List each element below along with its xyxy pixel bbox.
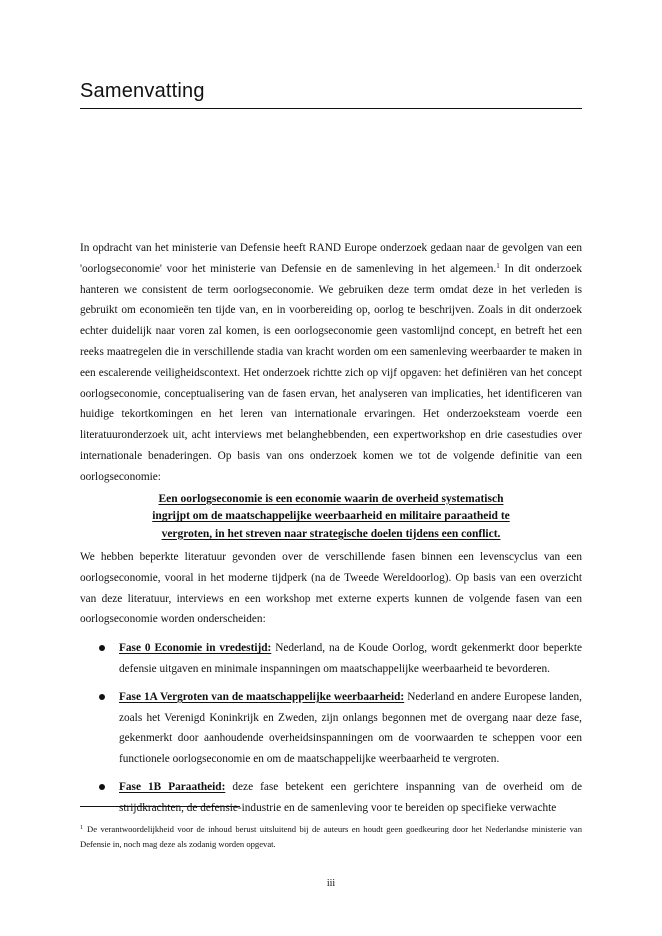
footnote-text: De verantwoordelijkheid voor de inhoud berust uitsluitend bij de auteurs en houdt geen goedkeuring door het Nederlandse ministerie van Defensie in, noch mag deze als zodanig worden opgevat.	[80, 824, 582, 849]
phase-text: Nederland en andere Europese landen, zoals het Verenigd Koninkrijk en Zweden, zijn onlangs begonnen met de overgang naar deze fase, gekenmerkt door aanhoudende overheidsinspanningen om de voorwaarden te scheppen voor een functionele oorlogseconomie en om de maatschappelijke weerbaarheid te vergroten.	[119, 690, 583, 766]
footnote	[80, 822, 582, 852]
phase-text: deze fase betekent een gerichtere inspanning van de overheid om de strijdkrachten, de defensie-industrie en de samenleving voor te bereiden op specifieke verwachte	[119, 781, 582, 814]
intro-text-b: In dit onderzoek hanteren we consistent de term oorlogseconomie. We gebruiken deze term omdat deze in het verleden is gebruikt om economieën ten tijde van, en in voorbereiding op, oorlog te beschrijven. Zoals in dit onderzoek echter duidelijk naar voren zal komen, is een oorlogseconomie geen vastomlijnd concept, en betreft het een reeks maatregelen die in verschillende stadia van kracht worden om een samenleving weerbaarder te maken in een escalerende veiligheidscontext. Het onderzoek richtte zich op vijf opgaven: het definiëren van het concept oorlogseconomie, conceptualisering van de fasen ervan, het analyseren van implicaties, het identificeren van huidige tekortkomingen en het leren van internationale ervaringen. Het onderzoeksteam voerde een literatuuronderzoek uit, acht interviews met belanghebbenden, een expertworkshop en drie casestudies over internationale benaderingen. Op basis van ons onderzoek komen we tot de volgende definitie van een oorlogseconomie:	[80, 262, 582, 483]
intro-text-a: In opdracht van het ministerie van Defensie heeft RAND Europe onderzoek gedaan naar de gevolgen van een 'oorlogseconomie' voor het ministerie van Defensie en de samenleving in het algemeen.	[80, 242, 582, 275]
footnote-rule	[80, 806, 240, 807]
bullet-icon	[99, 694, 105, 700]
intro-paragraph	[80, 238, 582, 488]
title-rule	[80, 108, 582, 109]
bullet-icon	[99, 784, 105, 790]
phase-list	[80, 638, 582, 818]
phase-label: Fase 1A Vergroten van de maatschappelijke weerbaarheid:	[119, 690, 405, 703]
list-item	[80, 687, 582, 770]
page-title: Samenvatting	[80, 80, 205, 102]
footnote-reference[interactable]: 1	[496, 261, 500, 270]
body-text	[80, 238, 582, 826]
list-item	[80, 638, 582, 680]
phase-text: Nederland, na de Koude Oorlog, wordt gekenmerkt door beperkte defensie uitgaven en minimale inspanningen om maatschappelijke weerbaarheid te bevorderen.	[119, 642, 582, 676]
definition-statement: Een oorlogseconomie is een economie waarin de overheid systematisch ingrijpt om de maatschappelijke weerbaarheid en militaire paraatheid te vergroten, in het streven naar strategische doelen tijdens een conflict.	[152, 492, 510, 540]
footnote-marker: 1	[80, 825, 83, 831]
list-item	[80, 777, 582, 819]
phases-intro-paragraph: We hebben beperkte literatuur gevonden over de verschillende fasen binnen een levenscyclus van een oorlogseconomie, vooral in het moderne tijdperk (na de Tweede Wereldoorlog). Op basis van een overzicht van deze literatuur, interviews en een workshop met externe experts kunnen de volgende fasen van een oorlogseconomie worden onderscheiden:	[80, 551, 582, 626]
page-number: iii	[326, 878, 336, 889]
bullet-icon	[99, 645, 105, 651]
phase-label: Fase 0 Economie in vredestijd:	[119, 642, 272, 655]
phase-label: Fase 1B Paraatheid:	[119, 781, 226, 794]
